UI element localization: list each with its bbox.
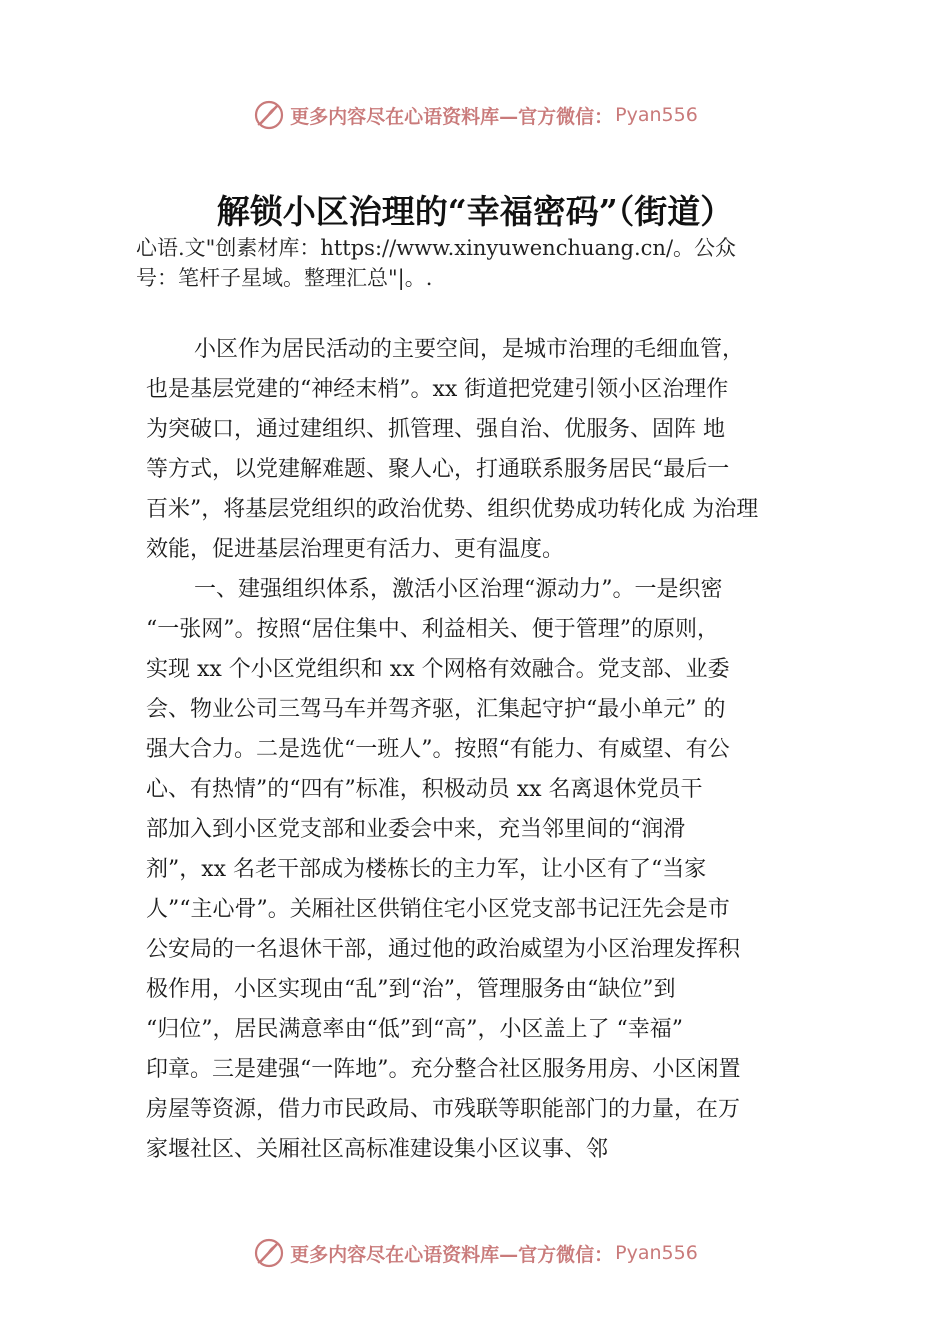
- body-line: 效能，促进基层治理更有活力、更有温度。: [146, 537, 565, 562]
- body-line: 等方式，以党建解难题、聚人心，打通联系服务居民“最后一: [146, 457, 730, 482]
- body-line: 剂”，xx 名老干部成为楼栋长的主力军，让小区有了“当家: [146, 857, 707, 882]
- body-line: 家堰社区、关厢社区高标准建设集小区议事、邻: [146, 1137, 609, 1162]
- body-line: “一张网”。按照“居住集中、利益相关、便于管理”的原则，: [146, 617, 719, 642]
- header-banner: [0, 95, 950, 135]
- body-line: 会、物业公司三驾马车并驾齐驱，汇集起守护“最小单元” 的: [146, 697, 726, 722]
- banner-text: 更多内容尽在心语资料库—官方微信：: [290, 1243, 614, 1266]
- body-line: 极作用，小区实现由“乱”到“治”，管理服务由“缺位”到: [146, 977, 676, 1002]
- document-body: [146, 330, 834, 1170]
- body-line: 人”“主心骨”。关厢社区供销住宅小区党支部书记汪先会是市: [146, 897, 730, 922]
- source-note-line1: 心语.文"创素材库：https://www.xinyuwenchuang.cn/。公众: [136, 236, 737, 260]
- body-line: 公安局的一名退休干部，通过他的政治威望为小区治理发挥积: [146, 937, 741, 962]
- banner-text: 更多内容尽在心语资料库—官方微信：: [290, 105, 614, 128]
- body-line: 百米”，将基层党组织的政治优势、组织优势成功转化成 为治理: [146, 497, 759, 522]
- banner-wechat-id: Pyan556: [615, 1242, 698, 1264]
- banner-wechat-id: Pyan556: [615, 104, 698, 126]
- body-line: “归位”，居民满意率由“低”到“高”，小区盖上了 “幸福”: [146, 1017, 683, 1042]
- source-note: [136, 233, 836, 293]
- body-line: 心、有热情”的“四有”标准，积极动员 xx 名离退休党员干: [146, 777, 703, 802]
- quill-pen-logo-icon: [252, 98, 286, 132]
- source-note-line2: 号：笔杆子星域。整理汇总"|。.: [136, 266, 433, 290]
- document-title: 解锁小区治理的“幸福密码”（街道）: [216, 192, 734, 231]
- body-line: 部加入到小区党支部和业委会中来，充当邻里间的“润滑: [146, 817, 686, 842]
- body-line: 也是基层党建的“神经末梢”。xx 街道把党建引领小区治理作: [146, 377, 729, 402]
- body-line: 一、建强组织体系，激活小区治理“源动力”。一是织密: [194, 577, 723, 602]
- quill-pen-logo-icon: [252, 1236, 286, 1270]
- body-line: 为突破口，通过建组织、抓管理、强自治、优服务、固阵 地: [146, 417, 725, 442]
- body-line: 印章。三是建强“一阵地”。充分整合社区服务用房、小区闲置: [146, 1057, 741, 1082]
- body-line: 实现 xx 个小区党组织和 xx 个网格有效融合。党支部、业委: [146, 657, 730, 682]
- footer-banner: [0, 1233, 950, 1273]
- body-line: 强大合力。二是选优“一班人”。按照“有能力、有威望、有公: [146, 737, 730, 762]
- body-line: 房屋等资源，借力市民政局、市残联等职能部门的力量，在万: [146, 1097, 741, 1122]
- body-line: 小区作为居民活动的主要空间，是城市治理的毛细血管，: [194, 337, 745, 362]
